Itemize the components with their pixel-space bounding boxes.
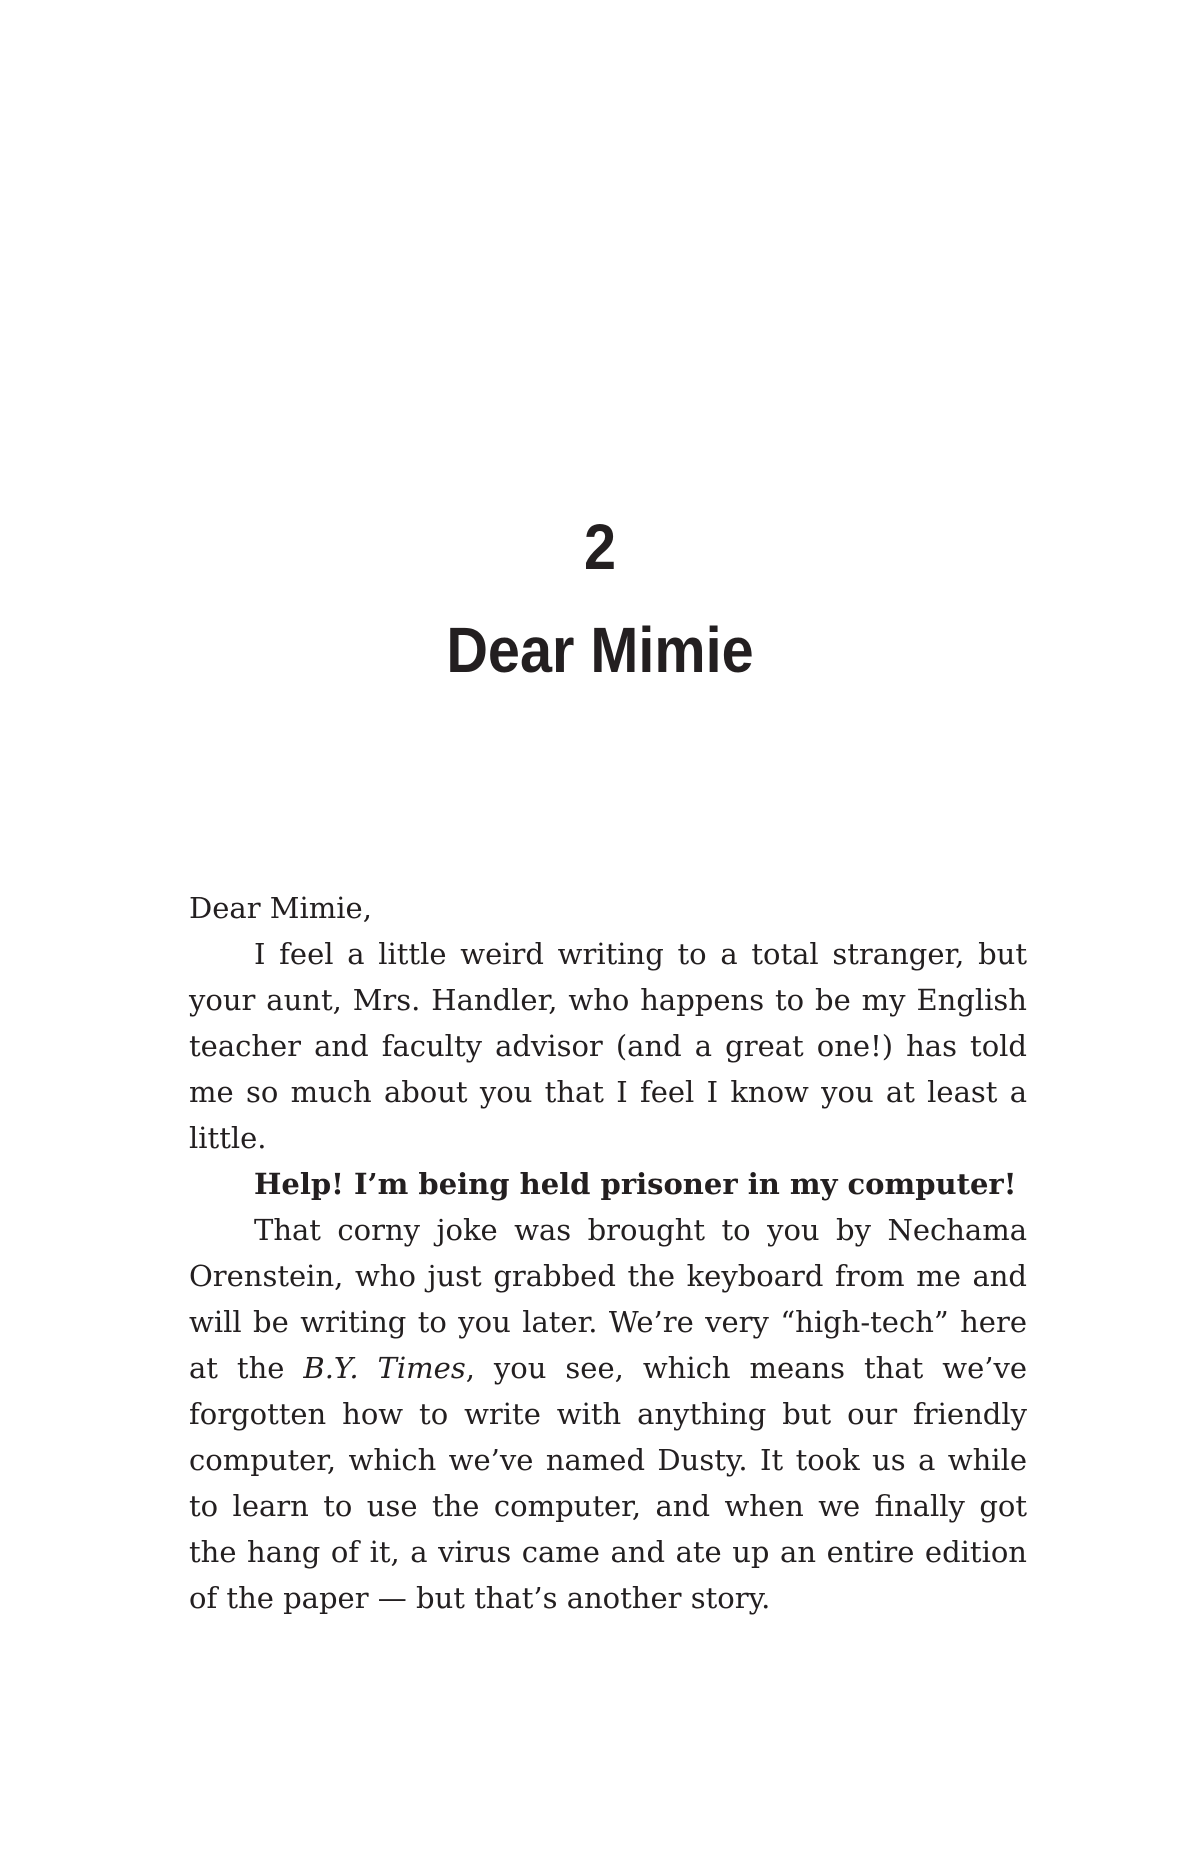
letter-paragraph-3 bbox=[189, 1207, 1027, 1621]
letter-paragraph-1: I feel a little weird writing to a total stranger, but your aunt, Mrs. Handler, who happens to be my English teacher and faculty advisor (and a great one!) has told me so much about you that I feel I know you at least a little. bbox=[189, 937, 1027, 1155]
chapter-number: 2 bbox=[583, 511, 617, 583]
paragraph-3-text-end: , you see, which means that we’ve forgotten how to write with anything but our friendly computer, which we’ve named Dusty. It took us a while to learn to use the computer, and when we finally got the hang of it, a virus came and ate up an entire edition of the paper — but that’s another story. bbox=[189, 1351, 1028, 1615]
paragraph-3-text-start: That corny joke was brought to you by Nechama Orenstein, who just grabbed the keyboard from me and will be writing to you later. We’re very “high-tech” here at the bbox=[189, 1213, 1027, 1385]
letter-body bbox=[189, 885, 1027, 1621]
letter-paragraph-2: Help! I’m being held prisoner in my computer! bbox=[254, 1167, 1017, 1201]
newspaper-title: B.Y. Times bbox=[303, 1351, 466, 1385]
chapter-title: Dear Mimie bbox=[446, 614, 754, 686]
letter-salutation: Dear Mimie, bbox=[189, 891, 372, 925]
